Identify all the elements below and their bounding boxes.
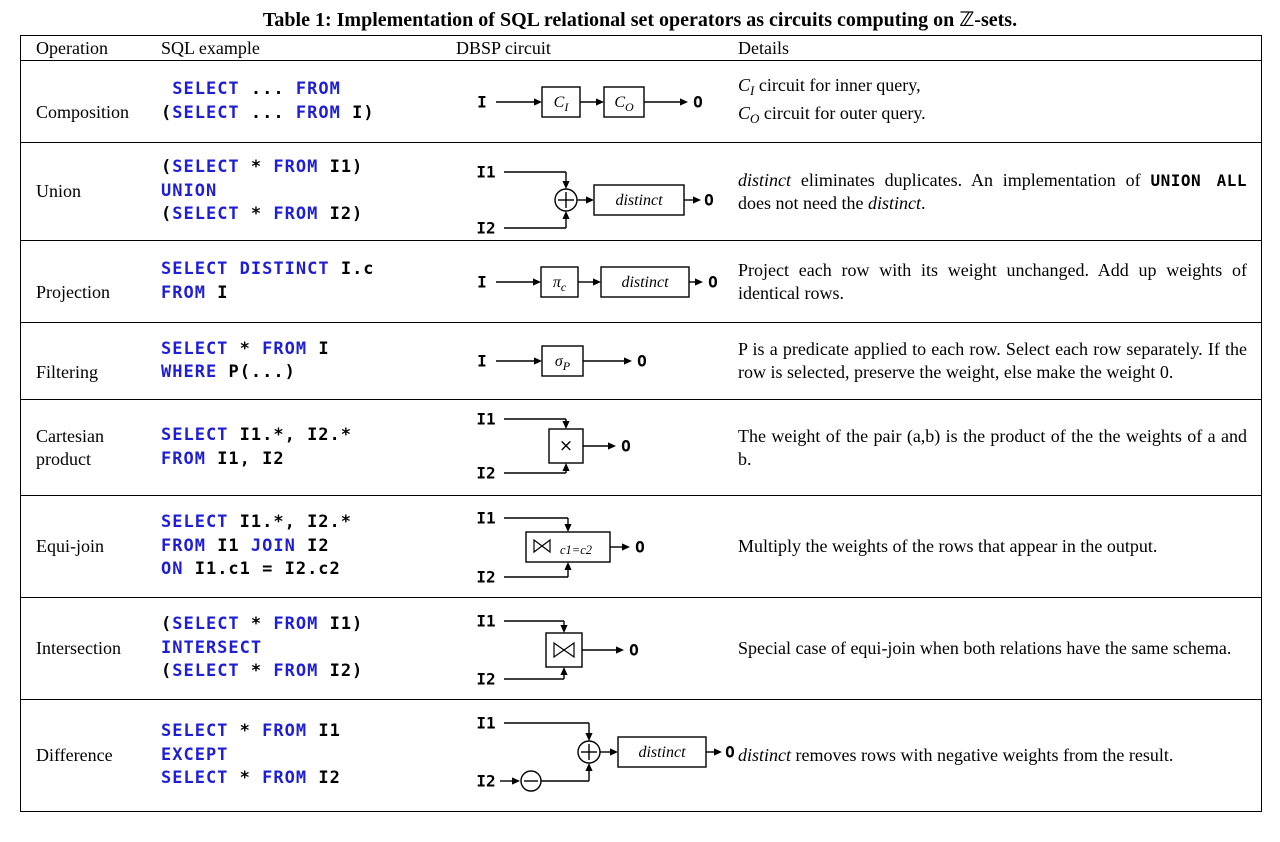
table-caption <box>0 7 1280 32</box>
dbsp-circuit-cell <box>456 61 738 142</box>
sql-line: SELECT ... FROM <box>172 79 341 99</box>
sql-line: SELECT * FROM I2 <box>161 768 341 789</box>
table-row-projection <box>21 240 1261 322</box>
sql-line: SELECT * FROM I <box>161 338 330 359</box>
svg-text:O: O <box>635 537 645 557</box>
table-row-union <box>21 142 1261 240</box>
dbsp-circuit-cell <box>456 241 738 322</box>
sql-line: SELECT I1.*, I2.* <box>161 425 353 445</box>
operation-cell: Equi-join <box>36 536 104 556</box>
svg-text:distinct: distinct <box>638 743 686 761</box>
operation-cell: Difference <box>36 745 113 765</box>
column-header-sql-example: SQL example <box>161 37 260 58</box>
dbsp-circuit-cell <box>456 143 738 240</box>
details-text: Multiply the weights of the rows that appear in the output. <box>738 536 1158 556</box>
svg-text:I1: I1 <box>476 713 496 733</box>
table-header-row <box>21 36 1261 60</box>
dbsp-circuit-diagram <box>456 67 738 137</box>
sql-example-cell <box>161 700 456 811</box>
table-row-intersection <box>21 597 1261 699</box>
sql-line: FROM I1 JOIN I2 <box>161 535 330 556</box>
operation-cell: Filtering <box>36 361 98 382</box>
dbsp-circuit-diagram <box>456 403 738 493</box>
svg-text:distinct: distinct <box>615 191 663 208</box>
details-text: $C_O$ circuit for outer query. <box>738 102 926 126</box>
sql-example-cell <box>161 61 456 142</box>
sql-line: (SELECT * FROM I1) <box>161 157 364 178</box>
sql-example-cell <box>161 241 456 322</box>
sql-example-cell <box>161 323 456 399</box>
svg-text:I: I <box>477 272 487 291</box>
details-cell <box>738 241 1261 322</box>
svg-text:I2: I2 <box>476 567 496 587</box>
operation-cell: Intersection <box>36 638 121 658</box>
details-text: Project each row with its weight unchanged. Add up weights of identical rows. <box>738 259 1247 303</box>
svg-text:O: O <box>704 190 714 209</box>
column-header-dbsp-circuit: DBSP circuit <box>456 37 551 58</box>
svg-text:I2: I2 <box>476 771 496 791</box>
svg-text:I1: I1 <box>476 162 496 181</box>
dbsp-circuit-diagram <box>456 247 738 317</box>
svg-text:O: O <box>637 351 647 371</box>
svg-text:I1: I1 <box>476 409 496 428</box>
sql-example-cell <box>161 143 456 240</box>
svg-text:O: O <box>693 92 703 111</box>
details-cell <box>738 700 1261 811</box>
operation-cell: Projection <box>36 282 110 302</box>
svg-text:I2: I2 <box>476 463 496 482</box>
svg-text:CI: $C_I$ <box>553 93 569 114</box>
table-row-filtering <box>21 322 1261 399</box>
sql-line: SELECT DISTINCT I.c <box>161 259 375 279</box>
details-text: Special case of equi-join when both relations have the same schema. <box>738 638 1232 658</box>
svg-text:I: I <box>477 351 487 371</box>
details-cell <box>738 143 1261 240</box>
details-text: distinct removes rows with negative weights from the result. <box>738 745 1174 765</box>
svg-text:CO: $C_O$ <box>614 93 634 114</box>
sql-line: UNION <box>161 180 218 201</box>
sql-example-cell <box>161 400 456 495</box>
details-cell <box>738 496 1261 597</box>
svg-text:O: O <box>725 742 735 762</box>
dbsp-circuit-diagram <box>456 147 738 237</box>
sql-line: INTERSECT <box>161 637 263 658</box>
svg-text:O: O <box>708 272 718 291</box>
operation-cell: Composition <box>36 102 130 122</box>
dbsp-circuit-diagram <box>456 601 738 696</box>
sql-line: SELECT * FROM I1 <box>161 721 341 742</box>
sql-line: EXCEPT <box>161 744 229 765</box>
svg-text:πc: $\pi_c$ <box>552 273 567 294</box>
operation-cell: Union <box>36 181 81 201</box>
sql-line: (SELECT ... FROM I) <box>161 102 375 123</box>
details-cell <box>738 323 1261 399</box>
dbsp-circuit-cell <box>456 400 738 495</box>
sql-example-cell <box>161 598 456 699</box>
details-text: P is a predicate applied to each row. Select each row separately. If the row is selected, preserve the weight, else make the weight 0. <box>738 339 1247 382</box>
column-header-details: Details <box>738 37 789 58</box>
svg-text:O: O <box>629 640 639 660</box>
sql-line: (SELECT * FROM I2) <box>161 204 364 225</box>
details-cell <box>738 400 1261 495</box>
dbsp-circuit-cell <box>456 496 738 597</box>
table-row-equi-join <box>21 495 1261 597</box>
column-header-operation: Operation <box>36 37 108 58</box>
svg-text:I2: I2 <box>476 218 496 237</box>
svg-text:σP: $\sigma_P$ <box>554 352 571 373</box>
dbsp-circuit-cell <box>456 323 738 399</box>
sql-line: SELECT I1.*, I2.* <box>161 512 353 533</box>
details-text: $C_I$ circuit for inner query, <box>738 74 921 98</box>
svg-text:×: × <box>558 435 574 456</box>
details-text: The weight of the pair (a,b) is the product of the the weights of a and b. <box>738 425 1247 469</box>
details-cell <box>738 598 1261 699</box>
svg-text:I1: I1 <box>476 611 496 631</box>
sql-line: FROM I <box>161 282 229 303</box>
svg-text:I: I <box>477 92 487 111</box>
sql-line: (SELECT * FROM I1) <box>161 614 364 635</box>
table-body <box>21 60 1261 811</box>
svg-text:I2: I2 <box>476 669 496 689</box>
table-row-cartesian-product <box>21 399 1261 495</box>
table-row-composition <box>21 60 1261 142</box>
dbsp-circuit-cell <box>456 700 738 811</box>
sql-line: WHERE P(...) <box>161 362 296 382</box>
operation-cell: Cartesian product <box>36 425 104 469</box>
svg-text:I1: I1 <box>476 508 496 528</box>
table-row-difference <box>21 699 1261 811</box>
sql-operators-table <box>20 35 1262 812</box>
sql-line: ON I1.c1 = I2.c2 <box>161 559 341 580</box>
svg-text:distinct: distinct <box>621 273 669 290</box>
details-text: distinct eliminates duplicates. An implementation of UNION ALL does not need the distinct. <box>738 169 1247 213</box>
dbsp-circuit-diagram <box>456 328 738 394</box>
details-cell <box>738 61 1261 142</box>
sql-example-cell <box>161 496 456 597</box>
table-caption-text: Table 1: Implementation of SQL relational set operators as circuits computing on ℤ-sets. <box>262 9 1018 31</box>
svg-text:O: O <box>621 436 631 455</box>
dbsp-circuit-diagram <box>456 703 738 808</box>
dbsp-circuit-diagram <box>456 499 738 594</box>
svg-text:c1=c2: c1=c2 <box>559 543 593 557</box>
paper-page <box>0 7 1280 812</box>
sql-line: (SELECT * FROM I2) <box>161 661 364 682</box>
dbsp-circuit-cell <box>456 598 738 699</box>
sql-line: FROM I1, I2 <box>161 448 285 469</box>
